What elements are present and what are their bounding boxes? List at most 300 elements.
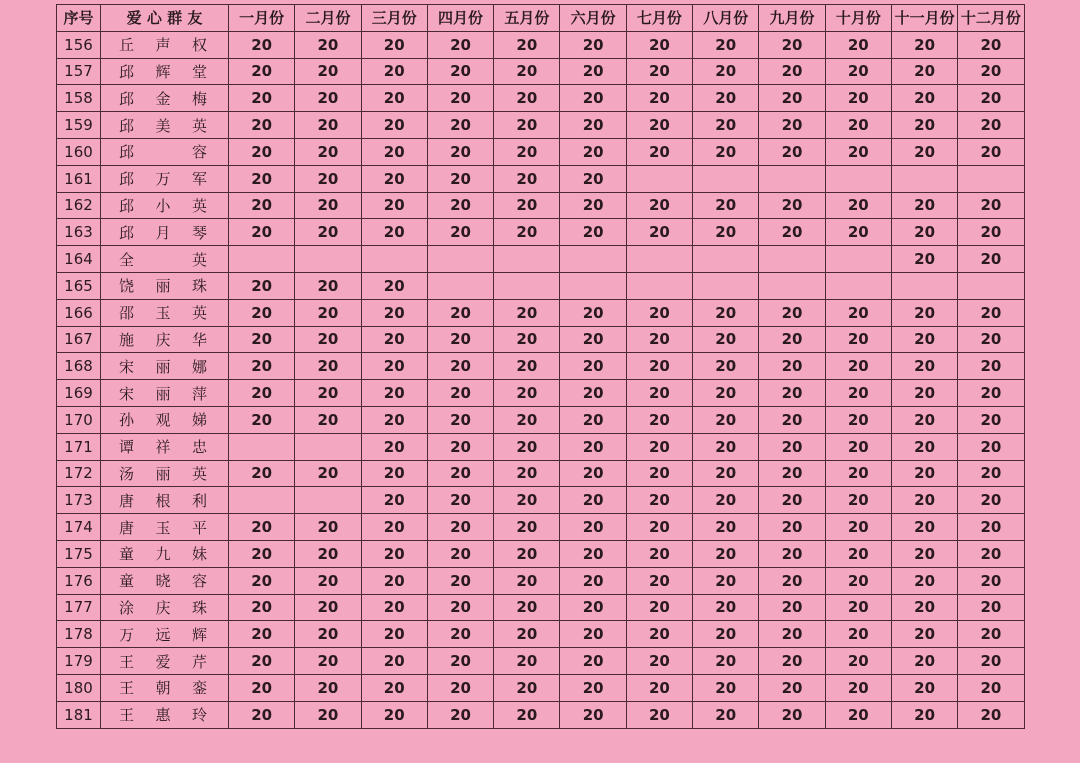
month-amount-6: 20 xyxy=(560,380,626,407)
member-name-char: 芹 xyxy=(191,652,207,671)
month-amount-4: 20 xyxy=(427,58,493,85)
member-name xyxy=(101,674,229,701)
month-amount-6: 20 xyxy=(560,31,626,58)
month-amount-6: 20 xyxy=(560,514,626,541)
month-amount-9: 20 xyxy=(759,621,825,648)
month-amount-1: 20 xyxy=(229,299,295,326)
member-name-char: 万 xyxy=(155,170,171,189)
month-amount-12: 20 xyxy=(958,112,1024,139)
table-row xyxy=(57,648,1025,675)
month-amount-8: 20 xyxy=(693,112,759,139)
member-name-char: 庆 xyxy=(155,330,171,349)
row-index: 161 xyxy=(57,165,101,192)
month-amount-1 xyxy=(229,246,295,273)
month-amount-5 xyxy=(494,246,560,273)
month-amount-5: 20 xyxy=(494,406,560,433)
header-index: 序号 xyxy=(57,5,101,32)
month-amount-12 xyxy=(958,272,1024,299)
month-amount-11: 20 xyxy=(891,433,957,460)
month-amount-2: 20 xyxy=(295,594,361,621)
month-amount-2: 20 xyxy=(295,272,361,299)
month-amount-5: 20 xyxy=(494,648,560,675)
month-amount-9: 20 xyxy=(759,112,825,139)
member-name-char: 丽 xyxy=(155,384,171,403)
month-amount-11: 20 xyxy=(891,540,957,567)
month-amount-6 xyxy=(560,246,626,273)
month-amount-11: 20 xyxy=(891,487,957,514)
month-amount-3: 20 xyxy=(361,514,427,541)
month-amount-3: 20 xyxy=(361,460,427,487)
month-amount-5: 20 xyxy=(494,674,560,701)
month-amount-4: 20 xyxy=(427,621,493,648)
member-name-char: 华 xyxy=(191,330,207,349)
month-amount-11 xyxy=(891,165,957,192)
member-name-char: 英 xyxy=(191,304,207,323)
donation-sheet xyxy=(56,4,1024,729)
month-amount-5: 20 xyxy=(494,380,560,407)
month-amount-8: 20 xyxy=(693,487,759,514)
month-amount-5: 20 xyxy=(494,192,560,219)
month-amount-3: 20 xyxy=(361,648,427,675)
member-name-chars xyxy=(107,275,207,296)
month-amount-12: 20 xyxy=(958,460,1024,487)
member-name xyxy=(101,406,229,433)
member-name-char: 萍 xyxy=(191,384,207,403)
table-row xyxy=(57,138,1025,165)
member-name-chars xyxy=(107,88,207,109)
table-row xyxy=(57,380,1025,407)
month-amount-11: 20 xyxy=(891,192,957,219)
member-name-char: 珠 xyxy=(191,277,207,296)
member-name xyxy=(101,138,229,165)
month-amount-11: 20 xyxy=(891,701,957,728)
month-amount-2: 20 xyxy=(295,701,361,728)
header-month-2: 二月份 xyxy=(295,5,361,32)
row-index: 166 xyxy=(57,299,101,326)
month-amount-9: 20 xyxy=(759,138,825,165)
month-amount-11: 20 xyxy=(891,353,957,380)
month-amount-4: 20 xyxy=(427,701,493,728)
member-name xyxy=(101,380,229,407)
month-amount-7: 20 xyxy=(626,326,692,353)
table-row xyxy=(57,460,1025,487)
member-name xyxy=(101,165,229,192)
row-index: 171 xyxy=(57,433,101,460)
month-amount-10: 20 xyxy=(825,85,891,112)
member-name-chars xyxy=(107,356,207,377)
month-amount-1: 20 xyxy=(229,621,295,648)
month-amount-6: 20 xyxy=(560,165,626,192)
row-index: 173 xyxy=(57,487,101,514)
month-amount-4: 20 xyxy=(427,85,493,112)
month-amount-1: 20 xyxy=(229,514,295,541)
month-amount-12: 20 xyxy=(958,674,1024,701)
month-amount-9: 20 xyxy=(759,701,825,728)
member-name-chars xyxy=(107,570,207,591)
row-index: 174 xyxy=(57,514,101,541)
month-amount-1: 20 xyxy=(229,138,295,165)
member-name-char: 丘 xyxy=(119,36,135,55)
month-amount-1: 20 xyxy=(229,701,295,728)
month-amount-12: 20 xyxy=(958,326,1024,353)
month-amount-6: 20 xyxy=(560,648,626,675)
header-month-1: 一月份 xyxy=(229,5,295,32)
member-name xyxy=(101,112,229,139)
month-amount-10: 20 xyxy=(825,621,891,648)
month-amount-8: 20 xyxy=(693,380,759,407)
row-index: 180 xyxy=(57,674,101,701)
month-amount-2: 20 xyxy=(295,85,361,112)
month-amount-7: 20 xyxy=(626,406,692,433)
member-name-chars xyxy=(107,436,207,457)
table-row xyxy=(57,594,1025,621)
month-amount-3: 20 xyxy=(361,58,427,85)
table-row xyxy=(57,514,1025,541)
month-amount-3: 20 xyxy=(361,353,427,380)
month-amount-7: 20 xyxy=(626,540,692,567)
month-amount-10: 20 xyxy=(825,594,891,621)
month-amount-12: 20 xyxy=(958,138,1024,165)
month-amount-4: 20 xyxy=(427,326,493,353)
month-amount-2: 20 xyxy=(295,165,361,192)
member-name-char: 远 xyxy=(155,625,171,644)
member-name xyxy=(101,219,229,246)
member-name-char: 容 xyxy=(191,143,207,162)
row-index: 181 xyxy=(57,701,101,728)
month-amount-10: 20 xyxy=(825,58,891,85)
header-month-4: 四月份 xyxy=(427,5,493,32)
member-name-char: 丽 xyxy=(155,277,171,296)
month-amount-4: 20 xyxy=(427,487,493,514)
month-amount-4: 20 xyxy=(427,380,493,407)
month-amount-12: 20 xyxy=(958,353,1024,380)
month-amount-10: 20 xyxy=(825,112,891,139)
member-name-char: 声 xyxy=(155,36,171,55)
month-amount-12: 20 xyxy=(958,567,1024,594)
month-amount-11: 20 xyxy=(891,594,957,621)
month-amount-5: 20 xyxy=(494,514,560,541)
month-amount-6: 20 xyxy=(560,406,626,433)
month-amount-3: 20 xyxy=(361,138,427,165)
member-name-chars xyxy=(107,115,207,136)
month-amount-10: 20 xyxy=(825,31,891,58)
member-name-char: 惠 xyxy=(155,706,171,725)
member-name-char: 谭 xyxy=(119,438,135,457)
member-name-char: 军 xyxy=(191,170,207,189)
month-amount-2: 20 xyxy=(295,406,361,433)
month-amount-2 xyxy=(295,246,361,273)
table-row xyxy=(57,406,1025,433)
month-amount-4: 20 xyxy=(427,567,493,594)
header-month-7: 七月份 xyxy=(626,5,692,32)
member-name-char: 权 xyxy=(191,36,207,55)
month-amount-5: 20 xyxy=(494,138,560,165)
month-amount-9 xyxy=(759,165,825,192)
month-amount-5: 20 xyxy=(494,567,560,594)
month-amount-2: 20 xyxy=(295,460,361,487)
month-amount-1: 20 xyxy=(229,648,295,675)
month-amount-8: 20 xyxy=(693,406,759,433)
month-amount-7: 20 xyxy=(626,460,692,487)
month-amount-2: 20 xyxy=(295,31,361,58)
member-name-char: 琴 xyxy=(191,223,207,242)
member-name-char: 涂 xyxy=(119,598,135,617)
month-amount-4: 20 xyxy=(427,219,493,246)
month-amount-10: 20 xyxy=(825,514,891,541)
member-name-chars xyxy=(107,624,207,645)
month-amount-12: 20 xyxy=(958,701,1024,728)
table-row xyxy=(57,701,1025,728)
month-amount-3 xyxy=(361,246,427,273)
month-amount-2 xyxy=(295,433,361,460)
member-name-char: 平 xyxy=(191,518,207,537)
month-amount-2: 20 xyxy=(295,58,361,85)
month-amount-11: 20 xyxy=(891,246,957,273)
month-amount-3: 20 xyxy=(361,299,427,326)
member-name xyxy=(101,246,229,273)
month-amount-11: 20 xyxy=(891,85,957,112)
table-row xyxy=(57,219,1025,246)
member-name-char: 根 xyxy=(155,491,171,510)
month-amount-2: 20 xyxy=(295,648,361,675)
row-index: 170 xyxy=(57,406,101,433)
member-name xyxy=(101,487,229,514)
month-amount-7: 20 xyxy=(626,567,692,594)
member-name-chars xyxy=(107,302,207,323)
month-amount-1: 20 xyxy=(229,380,295,407)
month-amount-11: 20 xyxy=(891,460,957,487)
month-amount-1: 20 xyxy=(229,594,295,621)
month-amount-4: 20 xyxy=(427,406,493,433)
month-amount-9: 20 xyxy=(759,674,825,701)
month-amount-7: 20 xyxy=(626,433,692,460)
month-amount-7 xyxy=(626,165,692,192)
month-amount-7: 20 xyxy=(626,219,692,246)
member-name-char: 英 xyxy=(191,196,207,215)
table-row xyxy=(57,540,1025,567)
month-amount-1: 20 xyxy=(229,112,295,139)
row-index: 168 xyxy=(57,353,101,380)
member-name-chars xyxy=(107,195,207,216)
month-amount-12: 20 xyxy=(958,85,1024,112)
table-row xyxy=(57,58,1025,85)
month-amount-5: 20 xyxy=(494,165,560,192)
month-amount-1: 20 xyxy=(229,674,295,701)
month-amount-7: 20 xyxy=(626,380,692,407)
month-amount-8: 20 xyxy=(693,326,759,353)
month-amount-6: 20 xyxy=(560,621,626,648)
row-index: 162 xyxy=(57,192,101,219)
member-name xyxy=(101,85,229,112)
month-amount-2 xyxy=(295,487,361,514)
member-name xyxy=(101,58,229,85)
member-name-char: 辉 xyxy=(155,62,171,81)
month-amount-6: 20 xyxy=(560,112,626,139)
month-amount-9: 20 xyxy=(759,540,825,567)
member-name xyxy=(101,567,229,594)
month-amount-9: 20 xyxy=(759,487,825,514)
month-amount-1: 20 xyxy=(229,85,295,112)
header-month-8: 八月份 xyxy=(693,5,759,32)
member-name-char: 邱 xyxy=(119,196,135,215)
member-name xyxy=(101,514,229,541)
member-name-char: 邱 xyxy=(119,223,135,242)
member-name-char: 玉 xyxy=(155,518,171,537)
member-name-char: 邱 xyxy=(119,89,135,108)
member-name-chars xyxy=(107,409,207,430)
month-amount-10: 20 xyxy=(825,567,891,594)
member-name-char: 英 xyxy=(191,116,207,135)
member-name-char: 庆 xyxy=(155,598,171,617)
month-amount-6: 20 xyxy=(560,567,626,594)
month-amount-2: 20 xyxy=(295,299,361,326)
month-amount-8: 20 xyxy=(693,353,759,380)
month-amount-6: 20 xyxy=(560,487,626,514)
month-amount-3: 20 xyxy=(361,594,427,621)
month-amount-12: 20 xyxy=(958,219,1024,246)
member-name-char: 堂 xyxy=(191,62,207,81)
member-name-chars xyxy=(107,168,207,189)
table-row xyxy=(57,299,1025,326)
row-index: 179 xyxy=(57,648,101,675)
member-name-char: 梅 xyxy=(191,89,207,108)
month-amount-8: 20 xyxy=(693,299,759,326)
month-amount-8 xyxy=(693,165,759,192)
month-amount-3: 20 xyxy=(361,406,427,433)
month-amount-1: 20 xyxy=(229,353,295,380)
table-row xyxy=(57,85,1025,112)
month-amount-8 xyxy=(693,272,759,299)
member-name-chars xyxy=(107,463,207,484)
row-index: 157 xyxy=(57,58,101,85)
month-amount-1: 20 xyxy=(229,272,295,299)
member-name-char: 宋 xyxy=(119,357,135,376)
row-index: 167 xyxy=(57,326,101,353)
member-name-char: 晓 xyxy=(155,572,171,591)
month-amount-2: 20 xyxy=(295,112,361,139)
member-name-char: 忠 xyxy=(191,438,207,457)
month-amount-7: 20 xyxy=(626,701,692,728)
month-amount-12: 20 xyxy=(958,540,1024,567)
member-name-char: 邱 xyxy=(119,143,135,162)
month-amount-11: 20 xyxy=(891,406,957,433)
month-amount-5: 20 xyxy=(494,460,560,487)
table-row xyxy=(57,165,1025,192)
month-amount-3: 20 xyxy=(361,380,427,407)
month-amount-2: 20 xyxy=(295,326,361,353)
month-amount-1: 20 xyxy=(229,219,295,246)
month-amount-1: 20 xyxy=(229,460,295,487)
month-amount-9: 20 xyxy=(759,299,825,326)
member-name xyxy=(101,433,229,460)
member-name-char: 王 xyxy=(119,652,135,671)
table-header-row xyxy=(57,5,1025,32)
member-name-char: 唐 xyxy=(119,518,135,537)
month-amount-1: 20 xyxy=(229,192,295,219)
month-amount-10: 20 xyxy=(825,353,891,380)
month-amount-4: 20 xyxy=(427,112,493,139)
member-name-char: 朝 xyxy=(155,679,171,698)
month-amount-11: 20 xyxy=(891,380,957,407)
month-amount-12: 20 xyxy=(958,31,1024,58)
month-amount-6: 20 xyxy=(560,594,626,621)
table-body xyxy=(57,31,1025,728)
row-index: 164 xyxy=(57,246,101,273)
month-amount-8: 20 xyxy=(693,674,759,701)
month-amount-8: 20 xyxy=(693,138,759,165)
member-name-char: 全 xyxy=(119,250,135,269)
month-amount-6: 20 xyxy=(560,192,626,219)
month-amount-9: 20 xyxy=(759,192,825,219)
month-amount-1 xyxy=(229,433,295,460)
member-name-char: 妹 xyxy=(191,545,207,564)
month-amount-5: 20 xyxy=(494,85,560,112)
member-name-char: 珠 xyxy=(191,598,207,617)
row-index: 159 xyxy=(57,112,101,139)
month-amount-5: 20 xyxy=(494,219,560,246)
month-amount-2: 20 xyxy=(295,567,361,594)
month-amount-3: 20 xyxy=(361,31,427,58)
member-name-char: 唐 xyxy=(119,491,135,510)
month-amount-5: 20 xyxy=(494,433,560,460)
month-amount-12: 20 xyxy=(958,621,1024,648)
month-amount-2: 20 xyxy=(295,621,361,648)
month-amount-11: 20 xyxy=(891,621,957,648)
month-amount-10: 20 xyxy=(825,648,891,675)
member-name-chars xyxy=(107,677,207,698)
member-name xyxy=(101,540,229,567)
table-row xyxy=(57,567,1025,594)
month-amount-8: 20 xyxy=(693,514,759,541)
row-index: 160 xyxy=(57,138,101,165)
member-name-char: 玲 xyxy=(191,706,207,725)
row-index: 156 xyxy=(57,31,101,58)
month-amount-7: 20 xyxy=(626,621,692,648)
month-amount-7: 20 xyxy=(626,31,692,58)
month-amount-3: 20 xyxy=(361,192,427,219)
member-name-char: 王 xyxy=(119,706,135,725)
month-amount-8: 20 xyxy=(693,621,759,648)
member-name-char: 王 xyxy=(119,679,135,698)
month-amount-9: 20 xyxy=(759,85,825,112)
month-amount-11: 20 xyxy=(891,31,957,58)
member-name-char: 丽 xyxy=(155,357,171,376)
month-amount-6: 20 xyxy=(560,353,626,380)
month-amount-12: 20 xyxy=(958,514,1024,541)
month-amount-10 xyxy=(825,272,891,299)
month-amount-9: 20 xyxy=(759,380,825,407)
month-amount-5: 20 xyxy=(494,353,560,380)
month-amount-4: 20 xyxy=(427,540,493,567)
month-amount-12: 20 xyxy=(958,246,1024,273)
month-amount-8: 20 xyxy=(693,594,759,621)
month-amount-5: 20 xyxy=(494,31,560,58)
table-row xyxy=(57,487,1025,514)
month-amount-5 xyxy=(494,272,560,299)
member-name-char: 孙 xyxy=(119,411,135,430)
month-amount-8 xyxy=(693,246,759,273)
month-amount-9 xyxy=(759,246,825,273)
month-amount-9: 20 xyxy=(759,219,825,246)
member-name-char: 邱 xyxy=(119,62,135,81)
member-name-char: 娣 xyxy=(191,411,207,430)
month-amount-11: 20 xyxy=(891,567,957,594)
member-name-chars xyxy=(107,517,207,538)
month-amount-3: 20 xyxy=(361,621,427,648)
member-name xyxy=(101,299,229,326)
month-amount-1: 20 xyxy=(229,406,295,433)
member-name-char: 施 xyxy=(119,330,135,349)
